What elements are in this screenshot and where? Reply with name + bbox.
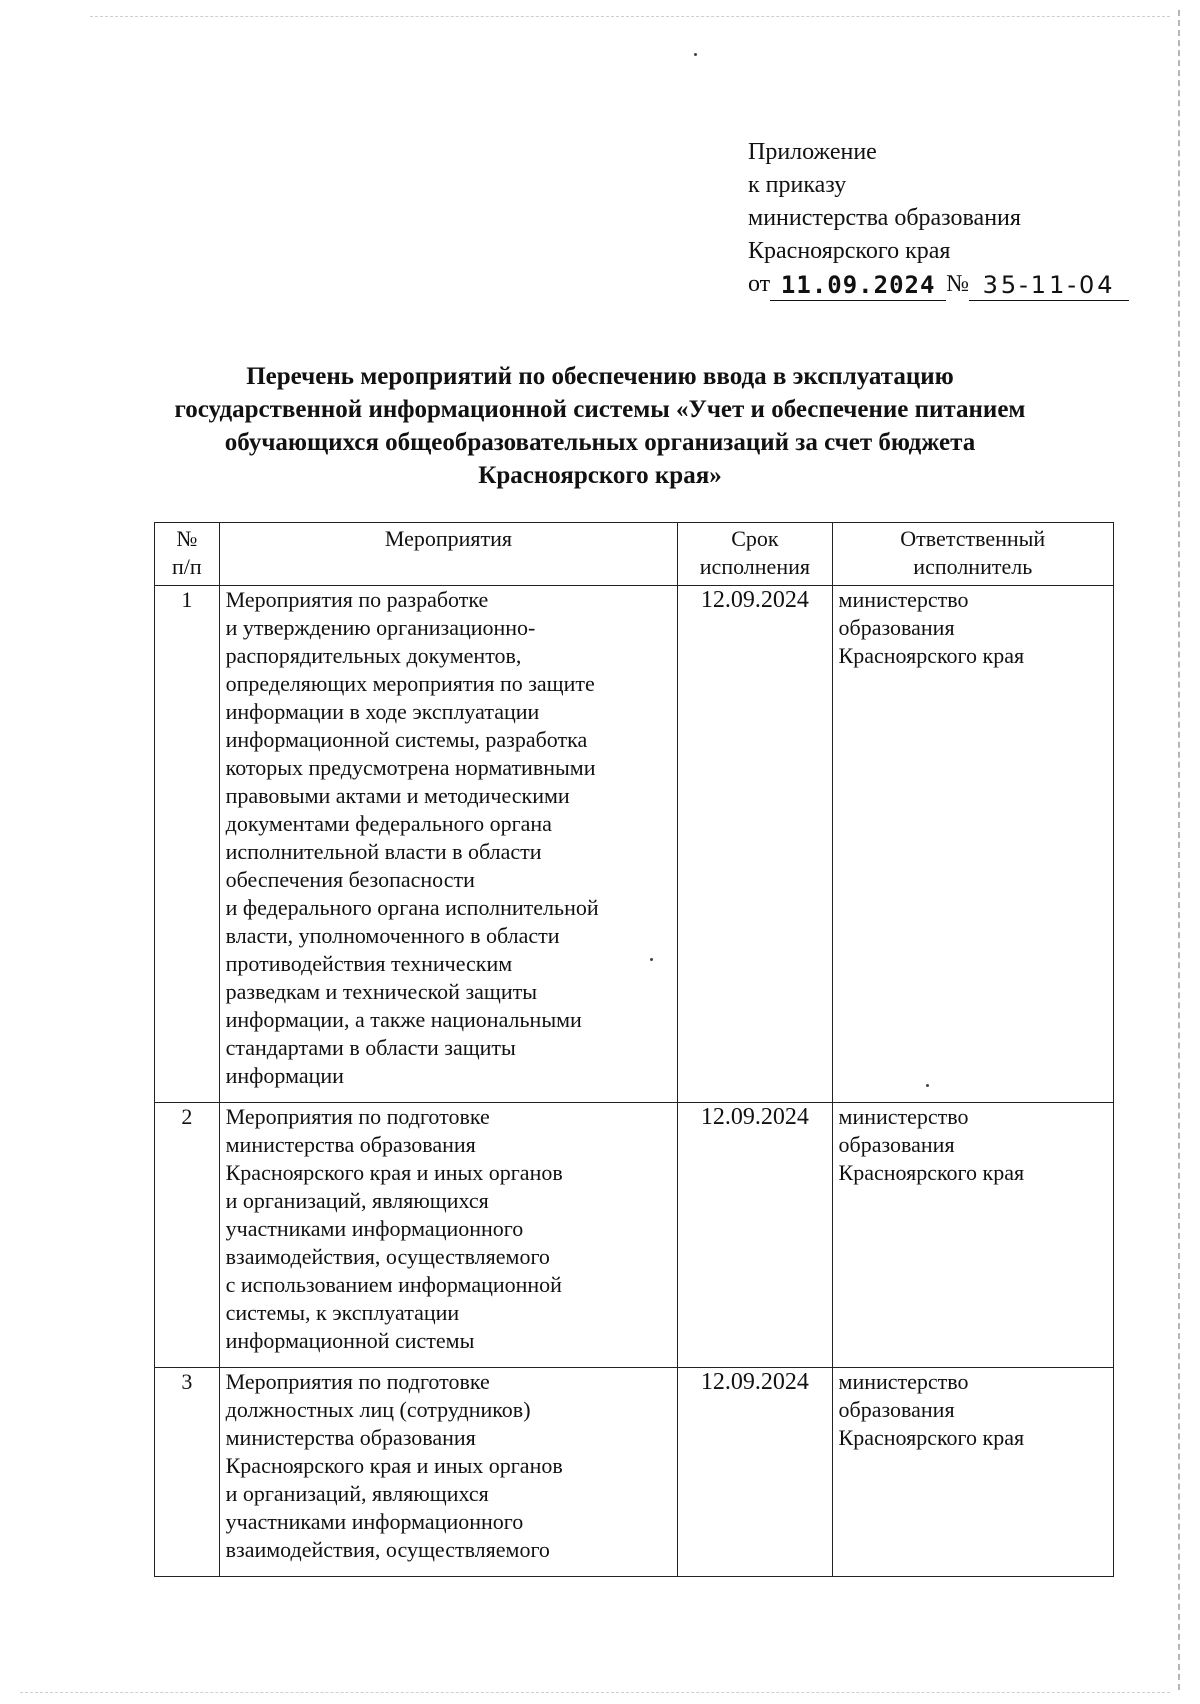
activity-line: стандартами в области защиты — [225, 1035, 516, 1060]
activity-line: Мероприятия по подготовке — [225, 1369, 490, 1394]
responsible-line: министерство — [838, 1369, 969, 1394]
header-text: Срок — [731, 526, 779, 551]
row-deadline: 12.09.2024 — [678, 586, 832, 1103]
activity-line: участниками информационного — [225, 1216, 524, 1241]
activity-line: правовыми актами и методическими — [225, 783, 570, 808]
activity-line: определяющих мероприятия по защите — [225, 671, 595, 696]
scan-edge-top — [90, 16, 1170, 17]
header-text: исполнитель — [913, 554, 1033, 579]
header-text: Ответственный — [900, 526, 1046, 551]
activity-line: и организаций, являющихся — [225, 1481, 489, 1506]
title-line: обучающихся общеобразовательных организаций за счет бюджета — [224, 429, 976, 456]
activity-line: взаимодействия, осуществляемого — [225, 1537, 550, 1562]
table-row — [155, 1368, 1114, 1577]
table-body — [155, 586, 1114, 1577]
row-number: 2 — [155, 1103, 220, 1368]
header-responsible — [832, 523, 1113, 586]
activity-line: которых предусмотрена нормативными — [225, 755, 596, 780]
approval-line: Красноярского края — [748, 238, 951, 264]
header-deadline — [678, 523, 832, 586]
order-number: 35-11-04 — [969, 270, 1129, 301]
table-header-row — [155, 523, 1114, 586]
header-activity — [219, 523, 678, 586]
table-row — [155, 1103, 1114, 1368]
activity-line: Мероприятия по подготовке — [225, 1104, 490, 1129]
activity-line: и организаций, являющихся — [225, 1188, 489, 1213]
activity-line: Мероприятия по разработке — [225, 587, 489, 612]
date-prefix: от — [748, 271, 771, 297]
activity-line: исполнительной власти в области — [225, 839, 542, 864]
scan-speck — [694, 53, 697, 56]
header-num — [155, 523, 220, 586]
activity-line: министерства образования — [225, 1132, 476, 1157]
approval-line: Приложение — [748, 139, 877, 165]
row-activity — [219, 586, 678, 1103]
approval-line: министерства образования — [748, 205, 1021, 231]
activity-line: взаимодействия, осуществляемого — [225, 1244, 550, 1269]
row-responsible — [832, 586, 1113, 1103]
responsible-line: Красноярского края — [838, 643, 1025, 668]
activity-line: разведкам и технической защиты — [225, 979, 538, 1004]
row-responsible — [832, 1103, 1113, 1368]
activity-line: противодействия техническим — [225, 951, 513, 976]
header-text: № — [176, 526, 198, 551]
table-row — [155, 586, 1114, 1103]
activity-line: обеспечения безопасности — [225, 867, 475, 892]
activity-line: системы, к эксплуатации — [225, 1300, 460, 1325]
activity-line: Красноярского края и иных органов — [225, 1453, 563, 1478]
responsible-line: министерство — [838, 1104, 969, 1129]
activity-line: документами федерального органа — [225, 811, 552, 836]
responsible-line: образования — [838, 1132, 955, 1157]
responsible-line: Красноярского края — [838, 1425, 1025, 1450]
activity-line: информационной системы, разработка — [225, 727, 588, 752]
activity-line: и федерального органа исполнительной — [225, 895, 599, 920]
responsible-line: образования — [838, 615, 955, 640]
row-activity — [219, 1368, 678, 1577]
responsible-line: Красноярского края — [838, 1160, 1025, 1185]
header-text: исполнения — [699, 554, 810, 579]
scan-edge-bottom — [20, 1692, 1170, 1693]
row-deadline: 12.09.2024 — [678, 1103, 832, 1368]
activity-line: Красноярского края и иных органов — [225, 1160, 563, 1185]
title-line: Перечень мероприятий по обеспечению ввода в эксплуатацию — [246, 363, 954, 390]
header-text: п/п — [171, 554, 202, 579]
measures-table — [154, 522, 1114, 1577]
document-title — [140, 360, 1060, 492]
row-number: 1 — [155, 586, 220, 1103]
responsible-line: образования — [838, 1397, 955, 1422]
activity-line: власти, уполномоченного в области — [225, 923, 560, 948]
activity-line: министерства образования — [225, 1425, 476, 1450]
row-number: 3 — [155, 1368, 220, 1577]
title-line: Красноярского края» — [478, 462, 722, 489]
activity-line: с использованием информационной — [225, 1272, 562, 1297]
approval-date-line — [748, 268, 1148, 301]
order-date: 11.09.2024 — [770, 270, 946, 301]
approval-block — [748, 136, 1148, 301]
row-responsible — [832, 1368, 1113, 1577]
activity-line: распорядительных документов, — [225, 643, 522, 668]
scan-edge-right — [1178, 10, 1182, 1690]
activity-line: информации в ходе эксплуатации — [225, 699, 540, 724]
number-prefix: № — [946, 271, 970, 297]
approval-line: к приказу — [748, 172, 847, 198]
header-text: Мероприятия — [384, 526, 513, 551]
activity-line: должностных лиц (сотрудников) — [225, 1397, 531, 1422]
activity-line: информационной системы — [225, 1328, 475, 1353]
responsible-line: министерство — [838, 587, 969, 612]
activity-line: информации, а также национальными — [225, 1007, 582, 1032]
activity-line: и утверждению организационно- — [225, 615, 536, 640]
row-deadline: 12.09.2024 — [678, 1368, 832, 1577]
title-line: государственной информационной системы «Учет и обеспечение питанием — [174, 396, 1026, 423]
activity-line: участниками информационного — [225, 1509, 524, 1534]
row-activity — [219, 1103, 678, 1368]
activity-line: информации — [225, 1063, 344, 1088]
